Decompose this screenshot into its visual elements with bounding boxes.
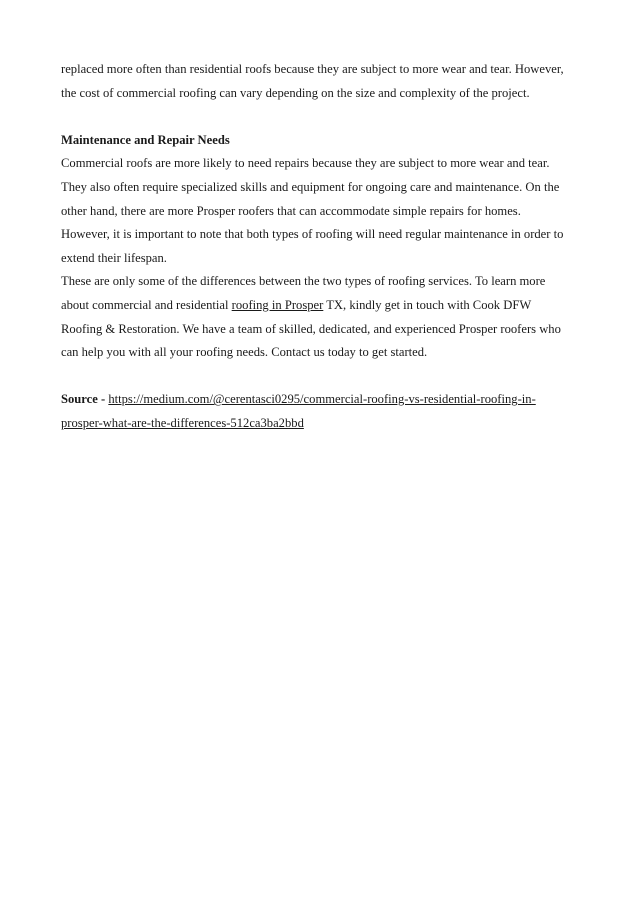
paragraph-spacer <box>61 105 581 129</box>
closing-line-1: Roofing & Restoration. We have a team of skilled, dedicated, and experienced Prosper roofers who <box>61 321 561 336</box>
section-line-3: other hand, there are more Prosper roofers that can accommodate simple repairs for homes. <box>61 203 521 218</box>
source-url-link-part2[interactable]: prosper-what-are-the-differences-512ca3ba2bbd <box>61 415 304 430</box>
section-line-5: extend their lifespan. <box>61 250 167 265</box>
section-line-6: These are only some of the differences between the two types of roofing services. To learn more <box>61 274 546 289</box>
roofing-in-prosper-link[interactable]: roofing in Prosper <box>231 297 324 312</box>
source-paragraph <box>61 388 581 435</box>
source-line-1 <box>61 388 581 412</box>
source-label: Source - <box>61 392 109 407</box>
source-url-link-part1[interactable]: https://medium.com/@cerentasci0295/commercial-roofing-vs-residential-roofing-in- <box>108 392 536 407</box>
paragraph-spacer <box>61 365 581 389</box>
cta-text-pre: about commercial and residential <box>61 297 232 312</box>
closing-line-2: can help you with all your roofing needs. Contact us today to get started. <box>61 345 428 360</box>
source-line-2 <box>61 412 581 436</box>
cta-line <box>61 294 581 318</box>
section-line-2: They also often require specialized skills and equipment for ongoing care and maintenance. On the <box>61 179 560 194</box>
section-line-4: However, it is important to note that both types of roofing will need regular maintenance in order to <box>61 227 564 242</box>
document-body <box>61 58 581 436</box>
intro-line-2: the cost of commercial roofing can vary depending on the size and complexity of the project. <box>61 85 530 100</box>
intro-paragraph <box>61 58 581 105</box>
section-line-1: Commercial roofs are more likely to need repairs because they are subject to more wear and tear. <box>61 156 550 171</box>
section-heading: Maintenance and Repair Needs <box>61 132 230 147</box>
intro-line-1: replaced more often than residential roofs because they are subject to more wear and tear. However, <box>61 62 564 76</box>
maintenance-section <box>61 129 581 365</box>
cta-text-post: TX, kindly get in touch with Cook DFW <box>323 297 532 312</box>
